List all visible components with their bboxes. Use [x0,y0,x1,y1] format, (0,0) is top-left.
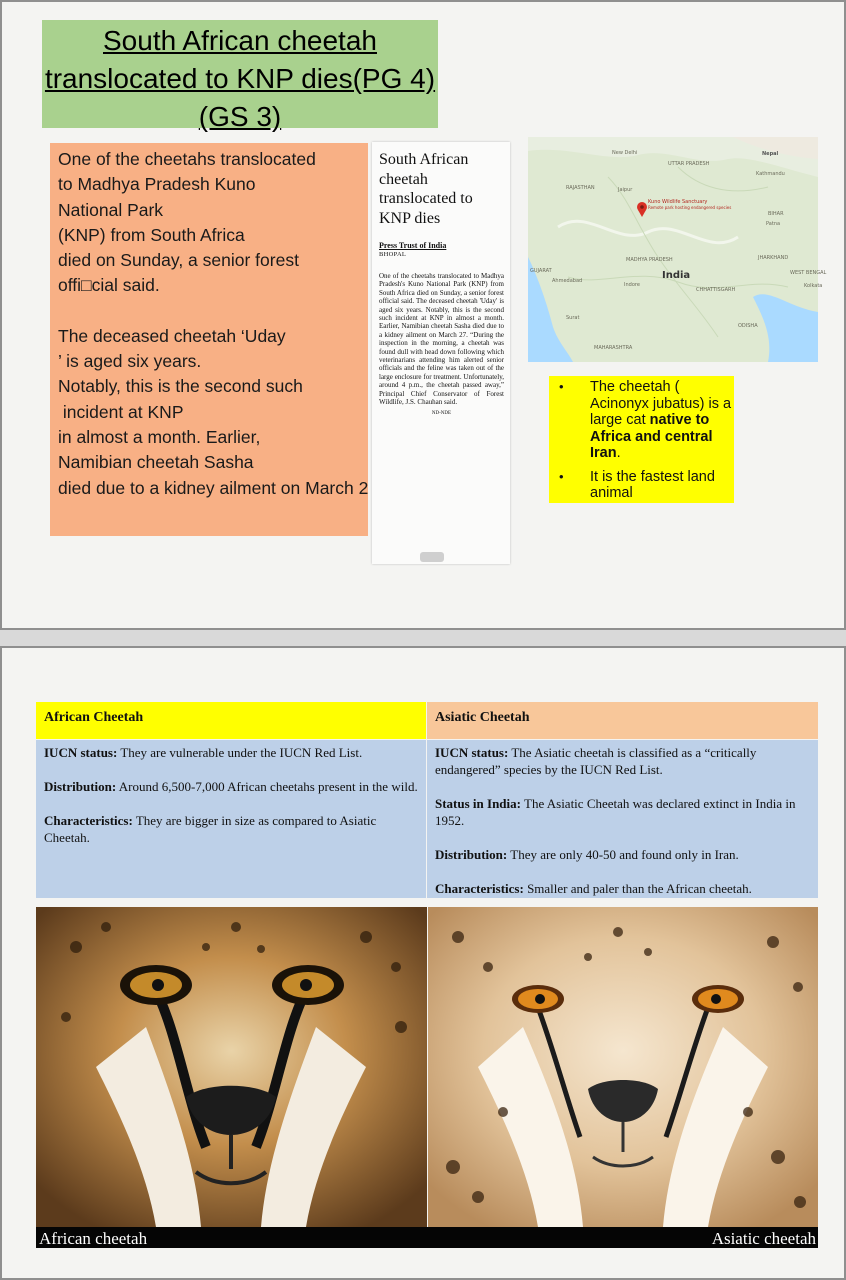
header-asiatic-cheetah: Asiatic Cheetah [427,702,818,739]
table-cell-entry [435,795,810,829]
caption-african-cheetah: African cheetah [39,1229,148,1248]
table-cell-entry [435,744,810,778]
comparison-table [36,702,818,898]
map-marker-sublabel: Remote park hosting endangered species [648,205,732,210]
column-asiatic [427,740,818,898]
map-place-gujarat: GUJARAT [530,268,552,274]
newspaper-clipping [372,142,510,564]
summary-line: The deceased cheetah ‘Uday [58,325,286,346]
clipping-byline: Press Trust of India [379,241,447,250]
clipping-headline: South African cheetah translocated to KNP dies [379,151,473,227]
summary-line: Namibian cheetah Sasha [58,452,254,473]
slide-title [42,20,438,132]
map-place-jharkhand: JHARKHAND [758,255,789,261]
table-cell-entry [435,880,810,897]
table-cell-entry [44,744,418,761]
clipping-scroll-handle [420,552,444,562]
slide-title-text: South African cheetah translocated to KNP dies(PG 4)(GS 3) [44,25,436,132]
african-cheetah-photo [36,907,427,1227]
header-african-cheetah: African Cheetah [36,702,426,739]
summary-line: (KNP) from South Africa [58,224,245,245]
entry-label: Distribution: [435,847,508,862]
map-place-rajasthan: RAJASTHAN [566,185,595,191]
summary-line: in almost a month. Earlier, [58,426,261,447]
map-marker-label: Kuno Wildlife Sanctuary [648,199,708,205]
column-african [36,740,426,898]
map-place-west-bengal: WEST BENGAL [790,270,827,276]
map-place-chhattisgarh: CHHATTISGARH [696,287,736,293]
facts-list [557,379,732,509]
summary-line: One of the cheetahs translocated [58,149,316,169]
clipping-place: BHOPAL [379,251,407,258]
asiatic-cheetah-photo [428,907,818,1227]
map-country-label: India [662,270,691,281]
summary-line: incident at KNP [58,401,184,422]
entry-text: The Asiatic Cheetah was declared extinct in India in 1952. [435,796,796,828]
summary-text [58,147,418,501]
map-place-madhya-pradesh: MADHYA PRADESH [626,257,673,263]
entry-text: They are only 40-50 and found only in Iran. [507,847,739,862]
map-place-bihar: BIHAR [768,211,784,217]
entry-text: They are vulnerable under the IUCN Red List. [117,745,363,760]
map-place-nepal: Nepal [762,151,779,157]
summary-line: died on Sunday, a senior forest [58,250,299,271]
entry-text: Around 6,500-7,000 African cheetahs present in the wild. [116,779,418,794]
fact-bold: native to Africa and central Iran [590,412,713,461]
table-cell-entry [44,812,418,846]
fact-item-1: • The cheetah ( Acinonyx jubatus) is a large cat native to Africa and central Iran. [557,379,732,462]
clipping-footer: ND-NDE [431,410,452,416]
entry-label: IUCN status: [435,745,509,760]
table-cell-entry [435,846,810,863]
entry-text: They are bigger in size as compared to Asiatic Cheetah. [44,813,377,845]
summary-line: to Madhya Pradesh Kuno [58,174,256,195]
map-place-jaipur: Jaipur [618,187,633,193]
map-place-odisha: ODISHA [738,323,758,329]
map-place-indore: Indore [624,282,640,288]
summary-line: offi□cial said. [58,275,160,296]
fact-item-2: • It is the fastest land animal [557,469,732,502]
map-place-new-delhi: New Delhi [612,150,638,156]
entry-label: Characteristics: [435,881,524,896]
entry-text: Smaller and paler than the African cheetah. [523,881,752,896]
clipping-body: One of the cheetahs translocated to Madhya Pradesh's Kuno National Park (KNP) from South Africa died on Sunday, a senior forest official said. The deceased cheetah 'Uday' is aged six years. Notably, this is the second such incident at KNP in almost a month. Earlier, Namibian cheetah Sasha died due to a kidney ailment on March 27. “During the inspection in the morning, a cheetah was found dull with head down following which veterinarians attending him alerted senior officials and the feline was taken out of the large enclosure for treatment. Unfortunately, around 4 p.m., the cheetah passed away,” Principal Chief Conservator of Forest Wildlife, J.S. Chauhan said. [379,272,504,407]
summary-line: ’ is aged six years. [58,351,202,372]
caption-asiatic-cheetah: Asiatic cheetah [711,1229,816,1248]
map-place-patna: Patna [766,221,781,227]
summary-gap [58,299,418,324]
caption-bar [36,1227,818,1248]
map-place-uttar-pradesh: UTTAR PRADESH [668,161,710,167]
map-place-kathmandu: Kathmandu [756,171,785,177]
summary-line: National Park [58,199,164,220]
entry-label: IUCN status: [44,745,118,760]
entry-text: The Asiatic cheetah is classified as a “critically endangered” species by the IUCN Red List. [435,745,757,777]
map-place-surat: Surat [566,315,580,321]
entry-label: Distribution: [44,779,117,794]
map-place-kolkata: Kolkata [804,283,823,289]
entry-label: Characteristics: [44,813,133,828]
map-place-ahmedabad: Ahmedabad [552,278,583,284]
summary-line: Notably, this is the second such [58,376,303,397]
entry-label: Status in India: [435,796,521,811]
table-cell-entry [44,778,418,795]
india-map [528,137,827,362]
map-place-maharashtra: MAHARASHTRA [594,345,633,351]
summary-line: died due to a kidney ailment on March 2 [58,477,369,498]
